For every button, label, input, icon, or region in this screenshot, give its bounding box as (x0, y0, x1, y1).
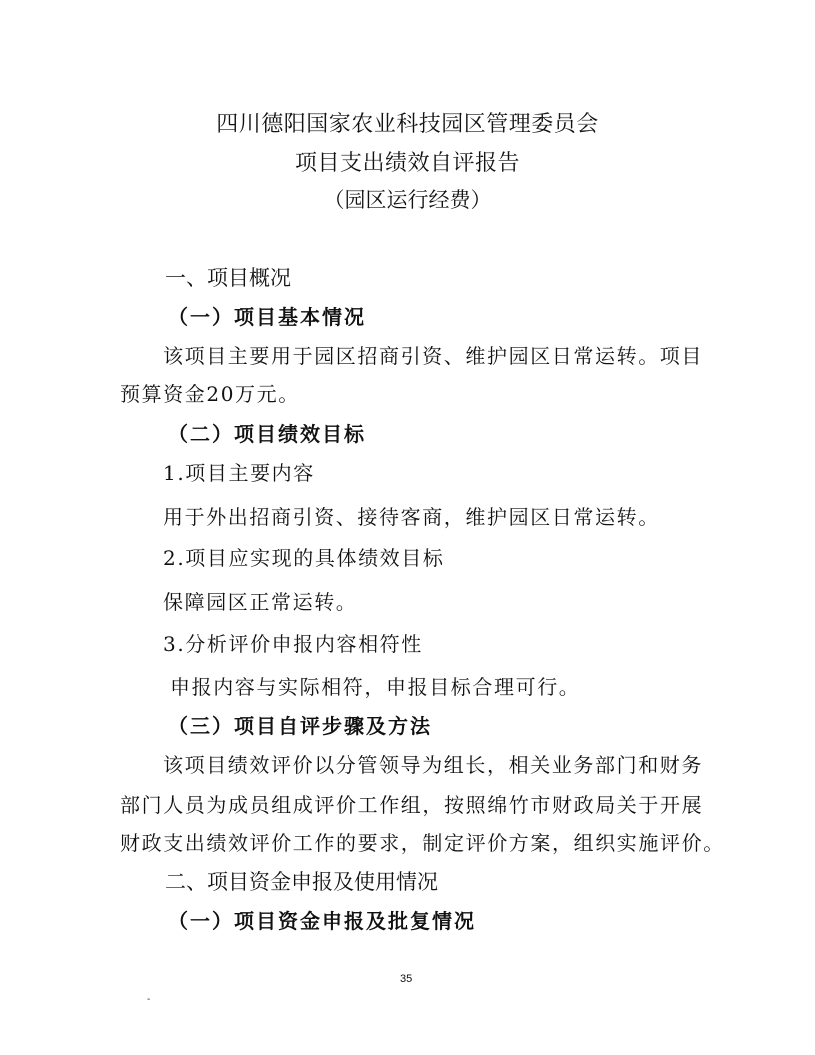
footer-mark: - (147, 994, 151, 1005)
item-2-label: 2.项目应实现的具体绩效目标 (163, 546, 445, 570)
section-1-1-heading: （一）项目基本情况 (168, 305, 366, 329)
section-1-1-paragraph-line-1: 该项目主要用于园区招商引资、维护园区日常运转。项目 (163, 344, 703, 368)
title-line-2: 项目支出绩效自评报告 (294, 151, 520, 176)
item-1-text: 用于外出招商引资、接待客商，维护园区日常运转。 (163, 505, 660, 529)
section-1-heading: 一、项目概况 (165, 266, 291, 290)
item-1-label: 1.项目主要内容 (163, 461, 315, 485)
item-3-text: 申报内容与实际相符，申报目标合理可行。 (170, 675, 581, 699)
page-number: 35 (400, 973, 413, 985)
section-1-3-paragraph-line-1: 该项目绩效评价以分管领导为组长，相关业务部门和财务 (163, 753, 703, 777)
section-2-heading: 二、项目资金申报及使用情况 (165, 870, 438, 894)
section-1-3-paragraph-line-3: 财政支出绩效评价工作的要求，制定评价方案，组织实施评价。 (120, 831, 725, 855)
section-2-1-heading: （一）项目资金申报及批复情况 (168, 909, 476, 933)
section-1-3-paragraph-line-2: 部门人员为成员组成评价工作组，按照绵竹市财政局关于开展 (120, 793, 704, 817)
section-1-2-heading: （二）项目绩效目标 (168, 422, 366, 446)
subtitle: （园区运行经费） (323, 188, 492, 212)
title-line-1: 四川德阳国家农业科技园区管理委员会 (216, 112, 599, 137)
item-3-label: 3.分析评价申报内容相符性 (163, 632, 423, 656)
item-2-text: 保障园区正常运转。 (163, 590, 358, 614)
section-1-3-heading: （三）项目自评步骤及方法 (168, 714, 432, 738)
section-1-1-paragraph-line-2: 预算资金20万元。 (120, 382, 300, 406)
